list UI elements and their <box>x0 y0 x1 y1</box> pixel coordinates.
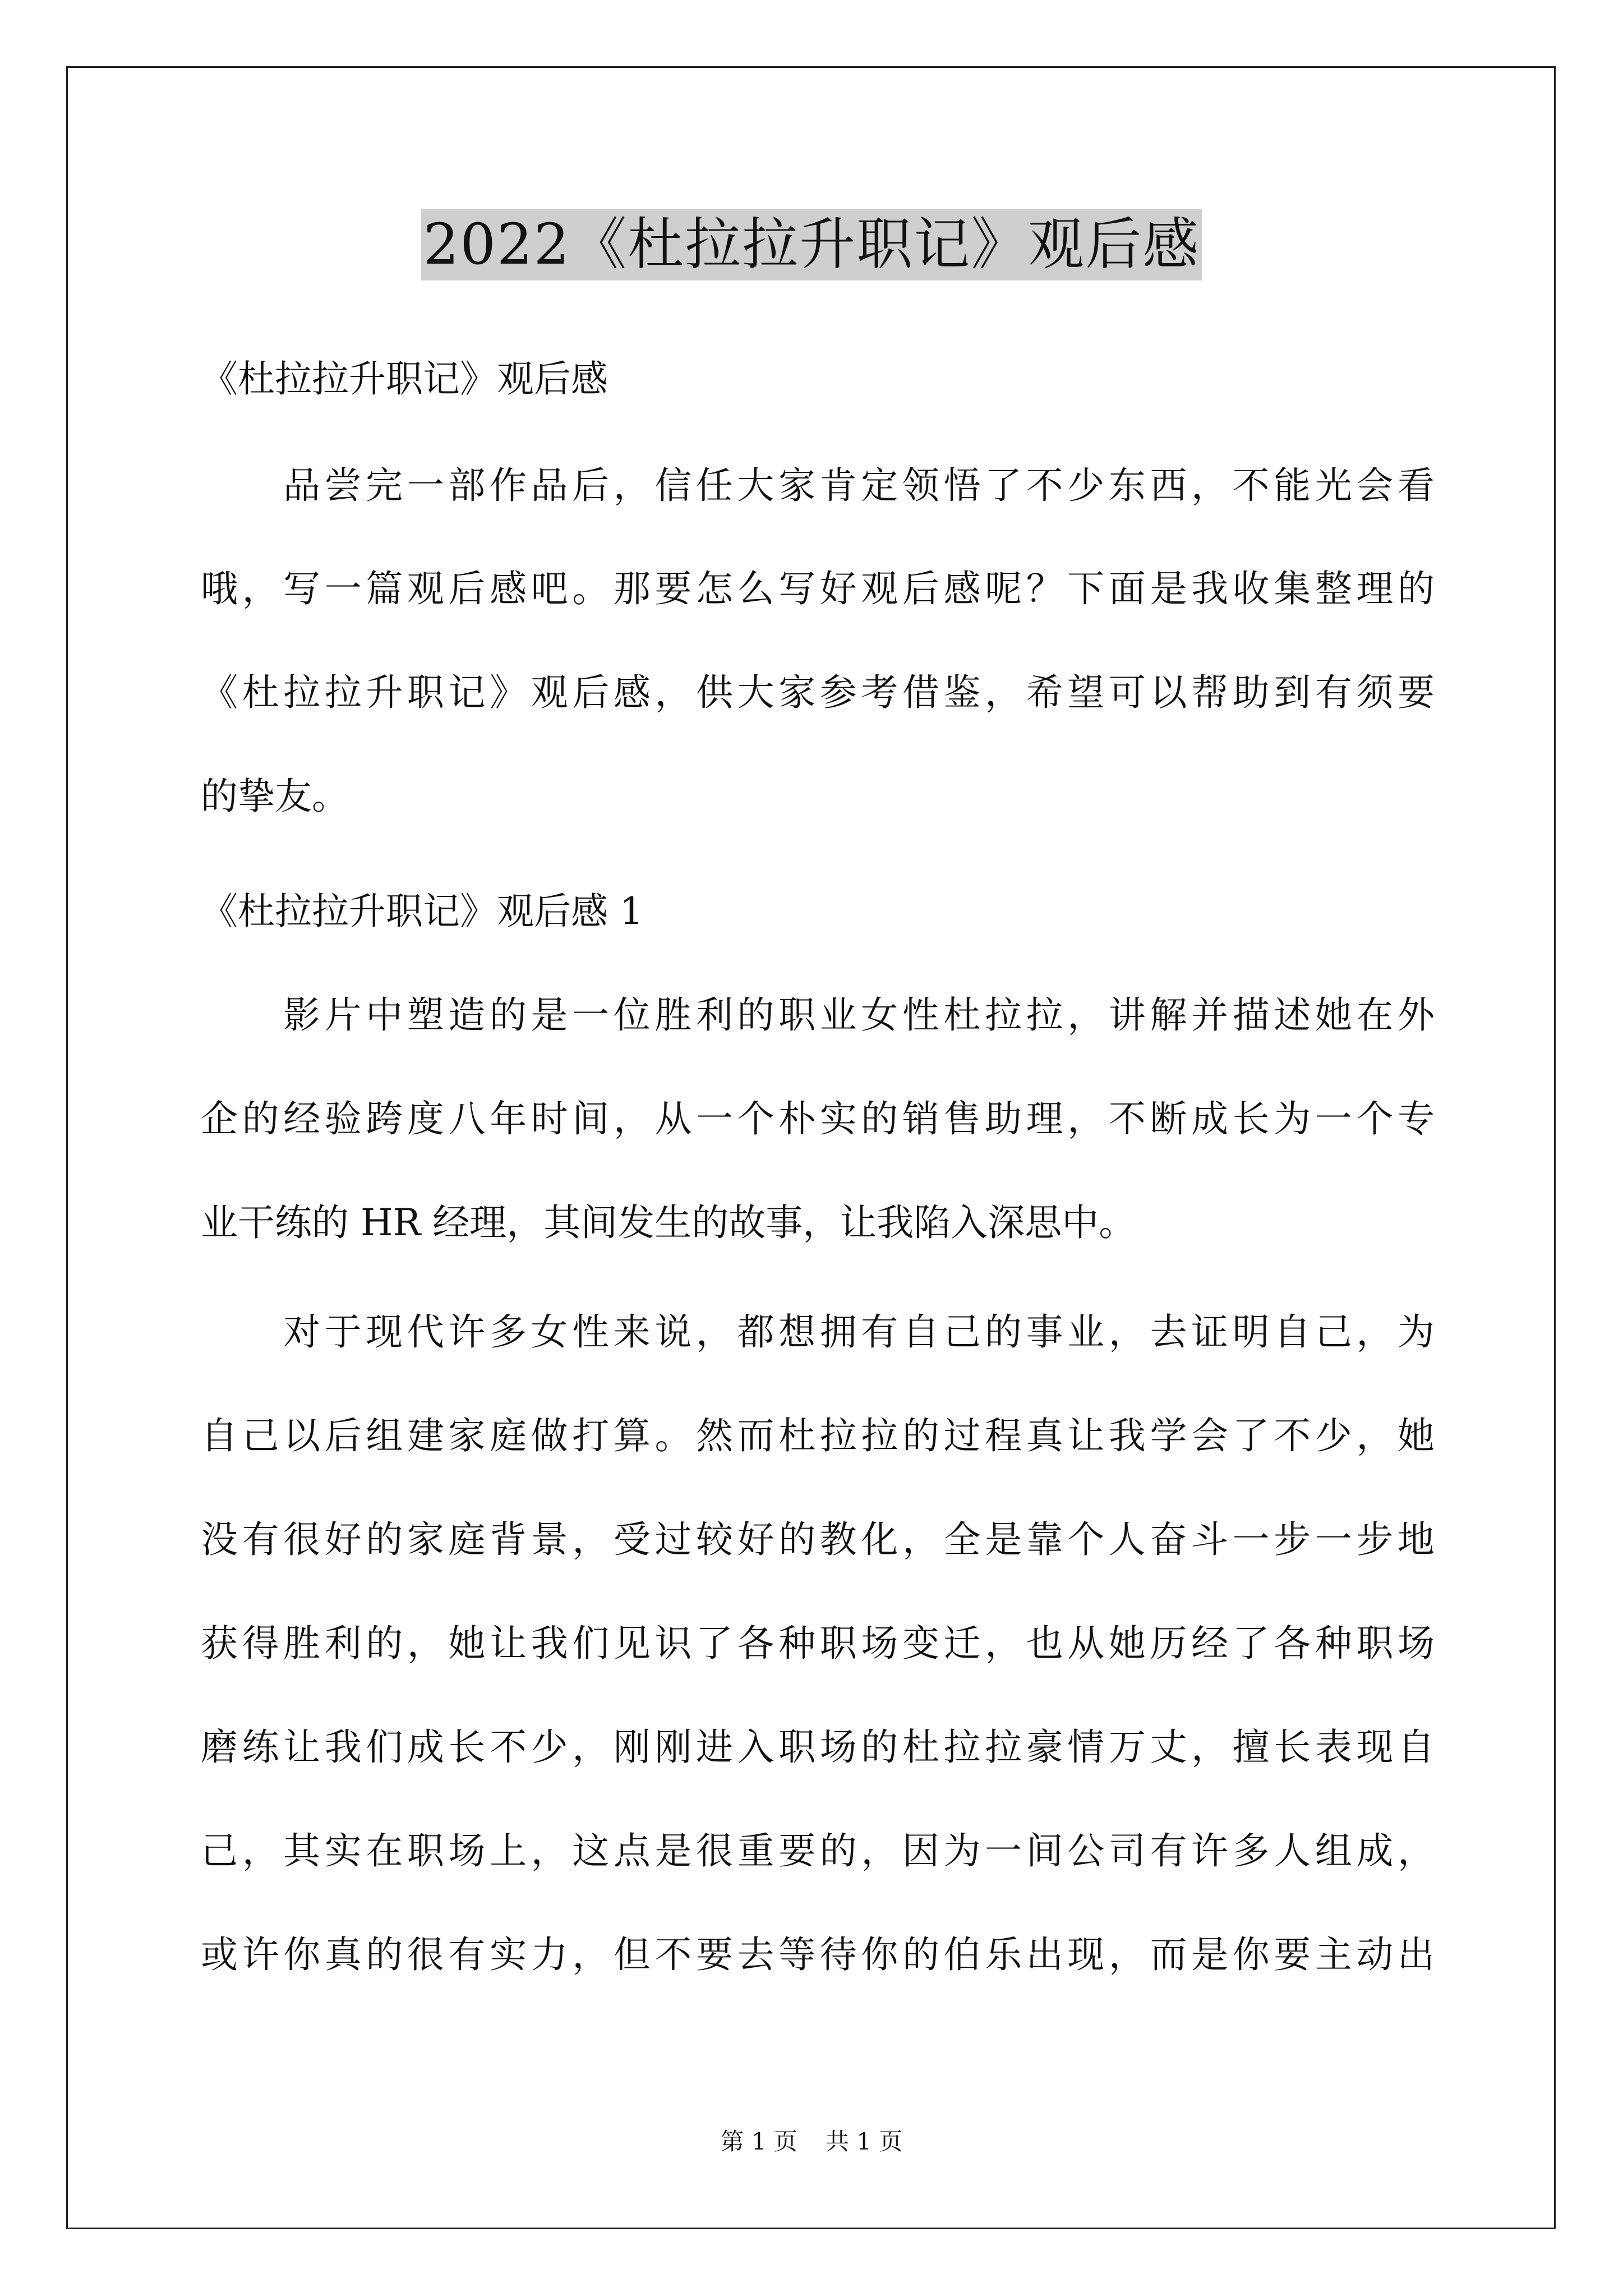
paragraph-line: 磨练让我们成长不少，刚刚进入职场的杜拉拉豪情万丈，擅长表现自 <box>201 1726 1435 1769</box>
paragraph-line: 对于现代许多女性来说，都想拥有自己的事业，去证明自己，为 <box>283 1310 1435 1354</box>
paragraph-line: 《杜拉拉升职记》观后感，供大家参考借鉴，希望可以帮助到有须要 <box>201 671 1435 714</box>
paragraph-line: 己，其实在职场上，这点是很重要的，因为一间公司有许多人组成， <box>201 1829 1435 1872</box>
title-container <box>0 209 1623 280</box>
paragraph-line: 哦，写一篇观后感吧。那要怎么写好观后感呢？下面是我收集整理的 <box>201 567 1435 610</box>
page-footer <box>0 2126 1623 2157</box>
document-title: 2022《杜拉拉升职记》观后感 <box>421 209 1202 280</box>
paragraph-line: 自己以后组建家庭做打算。然而杜拉拉的过程真让我学会了不少，她 <box>201 1414 1435 1457</box>
paragraph-line: 业干练的 HR 经理，其间发生的故事，让我陷入深思中。 <box>201 1201 1136 1244</box>
section-heading: 《杜拉拉升职记》观后感 1 <box>201 890 643 933</box>
section-heading: 《杜拉拉升职记》观后感 <box>201 357 608 401</box>
paragraph-line: 的挚友。 <box>201 775 349 818</box>
paragraph-line: 或许你真的很有实力，但不要去等待你的伯乐出现，而是你要主动出 <box>201 1933 1435 1976</box>
paragraph-line: 品尝完一部作品后，信任大家肯定领悟了不少东西，不能光会看 <box>283 464 1435 507</box>
page-total: 共 1 页 <box>826 2128 903 2155</box>
paragraph-line: 影片中塑造的是一位胜利的职业女性杜拉拉，讲解并描述她在外 <box>283 993 1435 1037</box>
paragraph-line: 企的经验跨度八年时间，从一个朴实的销售助理，不断成长为一个专 <box>201 1097 1435 1140</box>
paragraph-line: 没有很好的家庭背景，受过较好的教化，全是靠个人奋斗一步一步地 <box>201 1518 1435 1561</box>
paragraph-line: 获得胜利的，她让我们见识了各种职场变迁，也从她历经了各种职场 <box>201 1622 1435 1665</box>
page-number: 第 1 页 <box>720 2128 797 2155</box>
